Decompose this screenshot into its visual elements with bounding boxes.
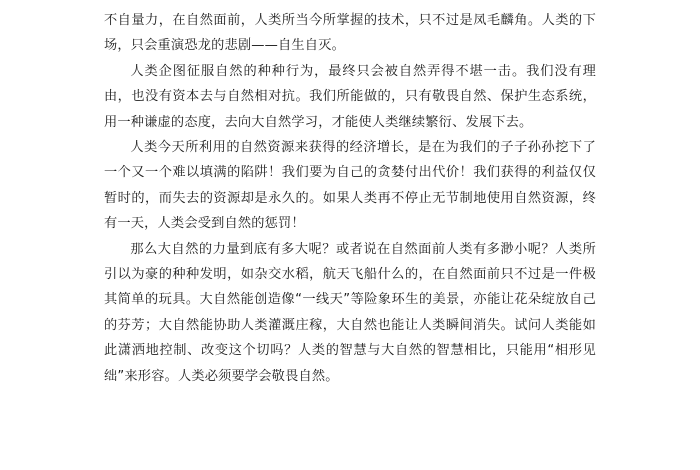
- paragraph: 人类企图征服自然的种种行为，最终只会被自然弄得不堪一击。我们没有理由，也没有资本去与自然相对抗。我们所能做的，只有敬畏自然、保护生态系统，用一种谦虚的态度，去向大自然学习，才能使人类继续繁衍、发展下去。: [104, 63, 596, 130]
- paragraph: 人类今天所利用的自然资源来获得的经济增长，是在为我们的子子孙孙挖下了一个又一个难以填满的陷阱！我们要为自己的贪婪付出代价！我们获得的利益仅仅暂时的，而失去的资源却是永久的。如果人类再不停止无节制地使用自然资源，终有一天，人类会受到自然的惩罚！: [104, 140, 596, 232]
- paragraph: 不自量力，在自然面前，人类所当今所掌握的技术，只不过是凤毛麟角。人类的下场，只会重演恐龙的悲剧——自生自灭。: [104, 13, 596, 54]
- document-body: [104, 8, 596, 389]
- paragraph: 那么大自然的力量到底有多大呢？或者说在自然面前人类有多渺小呢？人类所引以为豪的种种发明，如杂交水稻，航天飞船什么的，在自然面前只不过是一件极其简单的玩具。大自然能创造像“一线天”等险象环生的美景，亦能让花朵绽放自己的芬芳；大自然能协助人类灌溉庄稼，大自然也能让人类瞬间消失。试问人类能如此潇洒地控制、改变这个切吗？人类的智慧与大自然的智慧相比，只能用“相形见绌”来形容。人类必须要学会敬畏自然。: [104, 241, 596, 384]
